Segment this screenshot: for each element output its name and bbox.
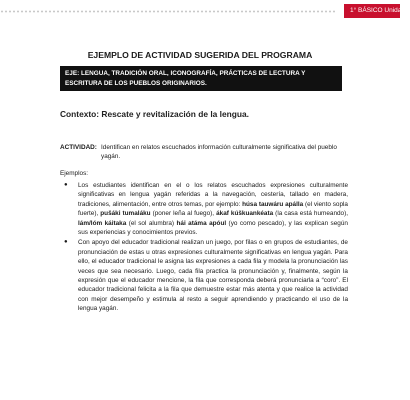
activity-label: ACTIVIDAD: <box>60 144 97 151</box>
activity-text: Identifican en relatos escuchados información culturalmente significativa del pueblo yagán. <box>101 144 337 160</box>
grade-unit-tag: 1° BÁSICO Unidad 1 <box>344 4 400 18</box>
page-title: EJEMPLO DE ACTIVIDAD SUGERIDA DEL PROGRAMA <box>87 50 313 60</box>
examples-label: Ejemplos: <box>60 170 89 177</box>
context-heading: Contexto: Rescate y revitalización de la lengua. <box>60 109 249 119</box>
yagan-expression: hái atáma apóul <box>176 219 227 227</box>
activity-block <box>60 143 350 161</box>
yagan-expression: ákaf kúškuankéata <box>216 210 274 218</box>
yagan-expression: pušáki tumaláku <box>100 210 151 218</box>
bullet-icon: ● <box>64 239 68 246</box>
yagan-expression: lám/lóm káitaka <box>78 219 127 227</box>
header-dotted-line <box>0 10 336 13</box>
examples-list <box>60 181 348 315</box>
list-item: ● Los estudiantes identifican en el o los relatos escuchados expresiones culturalmente significativas en lengua yagán referidas a la navegación, cestería, tallado en madera, tradiciones, alimentación, entre otros temas, por ejemplo: húsa tauwáru apálla (el viento sopla fuerte), pušáki tumaláku (poner leña al fuego), ákaf kúškuankéata (la casa está humeando), lám/lóm káitaka (el sol alumbra) hái atáma apóul (yo como pescado), y las explican según sus experiencias y conocimientos previos. <box>64 182 349 237</box>
yagan-expression: húsa tauwáru apálla <box>242 200 304 208</box>
bullet-icon: ● <box>64 182 68 188</box>
list-item: ● Con apoyo del educador tradicional realizan un juego, por filas o en grupos de estudiantes, de pronunciación de estas u otras expresiones culturalmente significativas en lengua yagán. Para ello, el educador tradicional le asigna las expresiones a cada fila y modela la pronunciación las veces que sea necesario. Luego, cada fila practica la pronunciación y, finalmente, según la expresión que el educador mencione, la fila que corresponda deberá pronunciarla a “coro”. El educador tradicional felicita a la fila que demuestre estar más atenta y que realice la actividad con mejor desempeño y estimula al resto a seguir aprendiendo y practicando el uso de la lengua yagán. <box>64 239 348 313</box>
eje-banner: EJE: LENGUA, TRADICIÓN ORAL, ICONOGRAFÍA, PRÁCTICAS DE LECTURA Y ESCRITURA DE LOS PUEBLOS ORIGINARIOS. <box>60 66 342 91</box>
